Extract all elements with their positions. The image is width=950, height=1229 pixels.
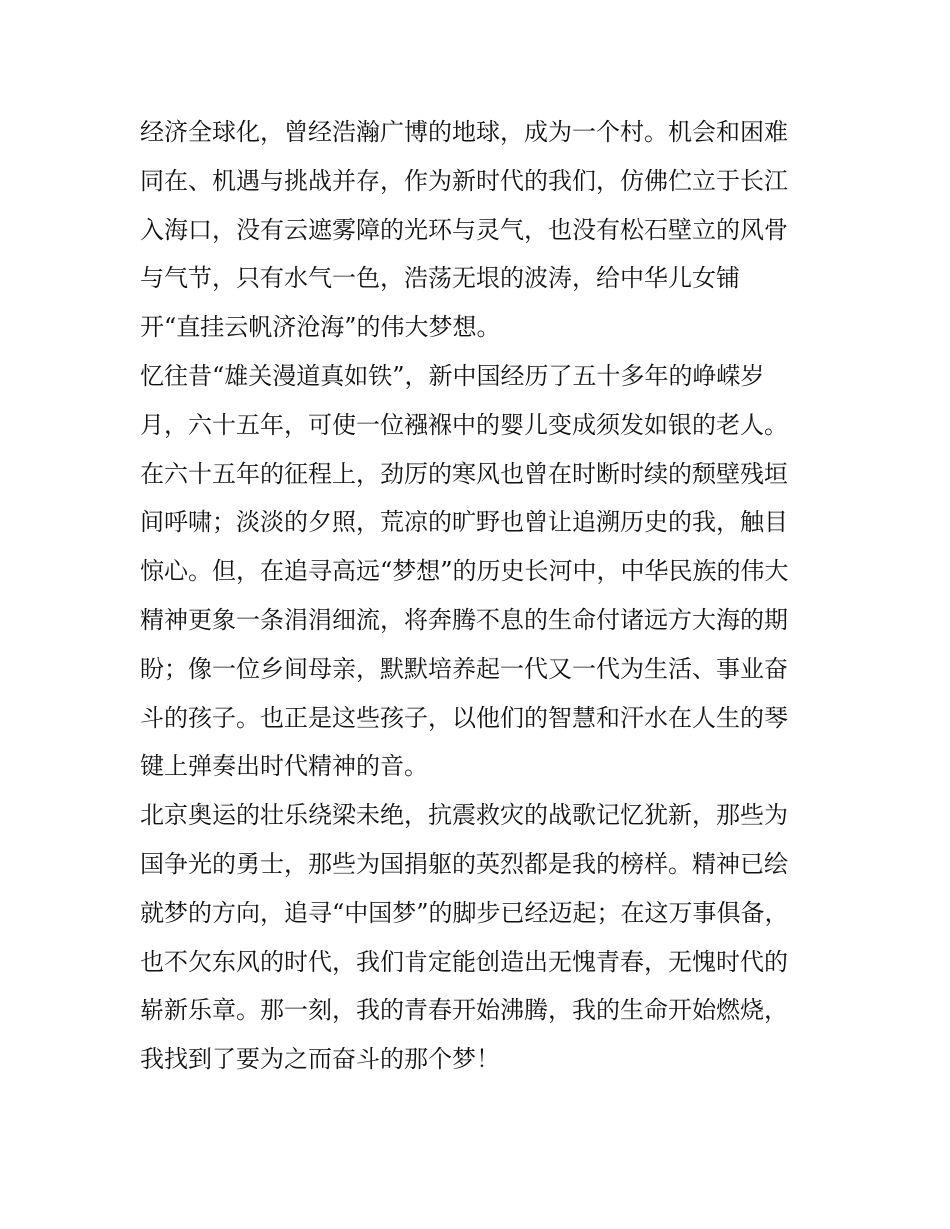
text-line: 就梦的方向，追寻“中国梦”的脚步已经迈起；在这万事俱备， bbox=[140, 898, 789, 927]
text-line: 崭新乐章。那一刻，我的青春开始沸腾，我的生命开始燃烧， bbox=[140, 996, 788, 1025]
text-line: 开“直挂云帆济沧海”的伟大梦想。 bbox=[140, 313, 501, 342]
text-line: 同在、机遇与挑战并存，作为新时代的我们，仿佛伫立于长江 bbox=[140, 166, 788, 195]
text-line: 惊心。但，在追寻高远“梦想”的历史长河中，中华民族的伟大 bbox=[140, 557, 789, 586]
text-line: 入海口，没有云遮雾障的光环与灵气，也没有松石壁立的风骨 bbox=[140, 215, 788, 244]
text-line: 在六十五年的征程上，劲厉的寒风也曾在时断时续的颓壁残垣 bbox=[140, 459, 788, 488]
text-line: 斗的孩子。也正是这些孩子，以他们的智慧和汗水在人生的琴 bbox=[140, 703, 788, 732]
essay-body bbox=[140, 108, 820, 1084]
text-line: 键上弹奏出时代精神的音。 bbox=[140, 752, 428, 781]
text-line: 忆往昔“雄关漫道真如铁”，新中国经历了五十多年的峥嵘岁 bbox=[140, 361, 765, 390]
text-line: 间呼啸；淡淡的夕照，荒凉的旷野也曾让追溯历史的我，触目 bbox=[140, 508, 788, 537]
text-line: 国争光的勇士，那些为国捐躯的英烈都是我的榜样。精神已绘 bbox=[140, 849, 788, 878]
text-line: 也不欠东风的时代，我们肯定能创造出无愧青春，无愧时代的 bbox=[140, 947, 788, 976]
text-line: 北京奥运的壮乐绕梁未绝，抗震救灾的战歌记忆犹新，那些为 bbox=[140, 801, 788, 830]
text-line: 与气节，只有水气一色，浩荡无垠的波涛，给中华儿女铺 bbox=[140, 264, 740, 293]
text-line: 月，六十五年，可使一位襁褓中的婴儿变成须发如银的老人。 bbox=[140, 410, 788, 439]
text-line: 精神更象一条涓涓细流，将奔腾不息的生命付诸远方大海的期 bbox=[140, 605, 788, 634]
text-line: 我找到了要为之而奋斗的那个梦！ bbox=[140, 1045, 500, 1074]
text-line: 盼；像一位乡间母亲，默默培养起一代又一代为生活、事业奋 bbox=[140, 654, 788, 683]
text-line: 经济全球化，曾经浩瀚广博的地球，成为一个村。机会和困难 bbox=[140, 118, 788, 146]
